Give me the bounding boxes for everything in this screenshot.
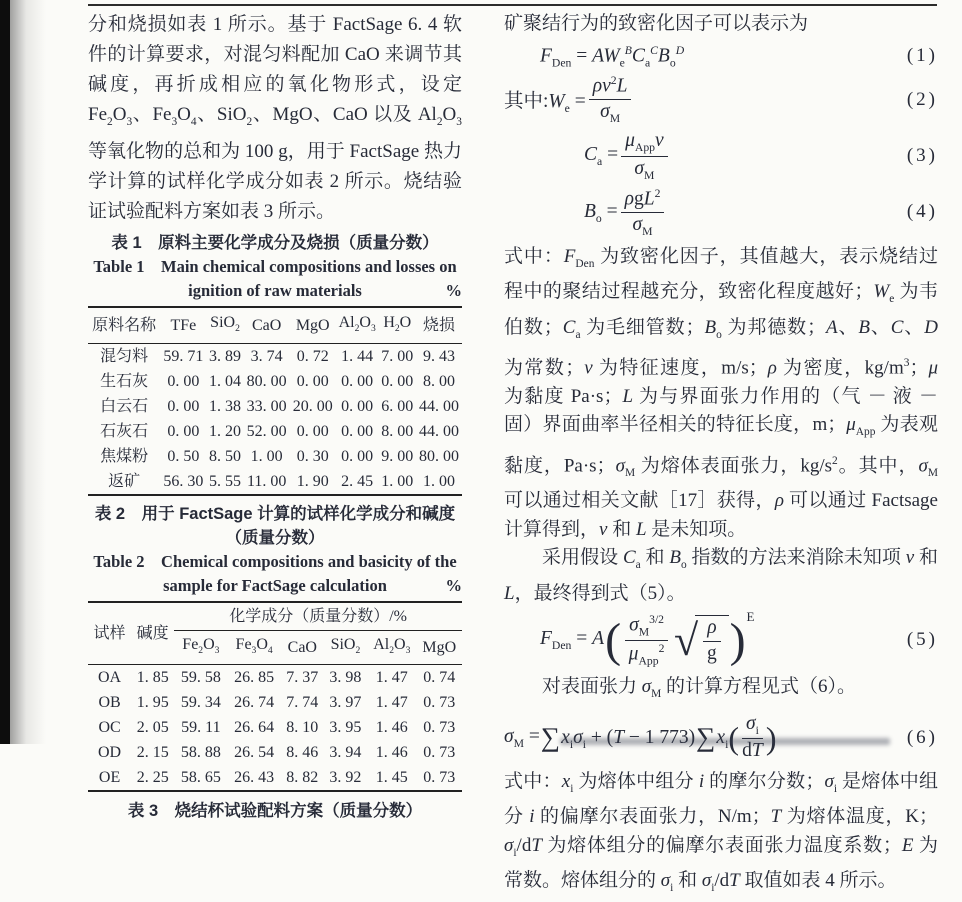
table-cell: MgO bbox=[290, 307, 336, 344]
equation-5 bbox=[504, 609, 938, 668]
table-cell: TFe bbox=[160, 307, 206, 344]
table-cell: 1. 46 bbox=[375, 719, 408, 737]
table-cell: 石灰石 bbox=[100, 422, 149, 440]
table-cell: 1. 00 bbox=[250, 447, 283, 465]
table-cell: 0. 73 bbox=[423, 744, 456, 762]
col-header-composition-group: 化学成分（质量分数）/% bbox=[174, 602, 462, 631]
table-cell: 0. 72 bbox=[296, 347, 329, 365]
table-cell: OB bbox=[98, 694, 121, 712]
exponent: E bbox=[746, 609, 755, 625]
table-cell: 2. 45 bbox=[341, 472, 374, 490]
table-cell: 9. 43 bbox=[422, 347, 455, 365]
table-cell: 0. 00 bbox=[341, 372, 374, 390]
table-row bbox=[88, 665, 462, 691]
table-cell: 8. 46 bbox=[286, 744, 319, 762]
table-cell: 2. 05 bbox=[136, 719, 169, 737]
table-cell: 44. 00 bbox=[418, 422, 459, 440]
table-cell: 0. 00 bbox=[341, 422, 374, 440]
table2-header-row bbox=[88, 602, 462, 631]
table-cell: 7. 74 bbox=[286, 694, 319, 712]
table-cell: MgO bbox=[417, 630, 462, 664]
table-cell: 3. 74 bbox=[250, 347, 283, 365]
square-root bbox=[674, 615, 729, 665]
table-cell: 59. 58 bbox=[180, 669, 221, 687]
table2-caption-en-line2 bbox=[88, 574, 462, 598]
table-cell: 20. 00 bbox=[292, 397, 333, 415]
table-cell: 9. 00 bbox=[381, 447, 414, 465]
col-header-sample: 试样 bbox=[88, 602, 131, 665]
table-cell: 3. 97 bbox=[329, 694, 362, 712]
fraction-numerator: $\sigma_M^{3/2}$ bbox=[625, 613, 668, 641]
table-cell: 0. 74 bbox=[423, 669, 456, 687]
table-cell: 0. 73 bbox=[423, 694, 456, 712]
equation-3 bbox=[504, 130, 938, 182]
table-cell: 生石灰 bbox=[100, 372, 149, 390]
table-cell: OC bbox=[98, 719, 121, 737]
table-cell: 1. 95 bbox=[136, 694, 169, 712]
table2-captions bbox=[88, 502, 462, 598]
fraction bbox=[621, 130, 668, 182]
equation-6-lhs: $\sigma_M$ = bbox=[504, 725, 540, 750]
table-cell: 1. 00 bbox=[422, 472, 455, 490]
table-cell: 3. 98 bbox=[329, 669, 362, 687]
equation-2-lhs: 其中$:W_e$ = bbox=[504, 90, 586, 115]
table-cell: 8. 00 bbox=[381, 422, 414, 440]
fraction bbox=[625, 613, 668, 668]
fraction bbox=[589, 74, 632, 125]
table-cell: 3. 94 bbox=[329, 744, 362, 762]
table-cell: 3. 89 bbox=[209, 347, 242, 365]
table-cell: 7. 00 bbox=[381, 347, 414, 365]
scan-edge-shadow bbox=[10, 0, 46, 744]
equation-1-body: $F_{Den} = AW_e^BC_a^CB_o^D$ bbox=[540, 43, 685, 69]
table1 bbox=[88, 306, 462, 496]
equation-3-lhs: $C_a$ = bbox=[584, 144, 619, 168]
table-cell: 0. 00 bbox=[296, 372, 329, 390]
paper-page bbox=[88, 10, 938, 902]
table-cell: 80. 00 bbox=[246, 372, 287, 390]
table2-caption-en-text: sample for FactSage calculation bbox=[163, 575, 387, 595]
close-paren: ) bbox=[765, 719, 777, 756]
table2-caption-zh-line2: （质量分数） bbox=[225, 528, 325, 547]
table-cell: 0. 00 bbox=[167, 397, 200, 415]
equation-1-number: (1) bbox=[906, 45, 938, 67]
table-cell: 1. 47 bbox=[375, 694, 408, 712]
equation-6-number: (6) bbox=[906, 726, 938, 748]
equation-2 bbox=[504, 74, 938, 125]
table-cell: 0. 00 bbox=[296, 422, 329, 440]
table-row bbox=[88, 469, 462, 495]
table-cell: 80. 00 bbox=[418, 447, 459, 465]
equation-6-middle: $\sum x_i\sigma_i + (T - 1$ $773)\sum x_i$ bbox=[540, 722, 729, 753]
table1-caption-en-line2 bbox=[88, 279, 462, 303]
table-cell: 0. 00 bbox=[341, 397, 374, 415]
table3-caption-zh: 表 3 烧结杯试验配料方案（质量分数） bbox=[127, 802, 423, 821]
fraction-denominator: $\sigma_M$ bbox=[600, 100, 621, 125]
table-cell: 26. 74 bbox=[234, 694, 275, 712]
fraction bbox=[621, 187, 665, 238]
table-row bbox=[88, 444, 462, 469]
table-cell: 8. 50 bbox=[209, 447, 242, 465]
table-cell: 原料名称 bbox=[88, 307, 160, 344]
method-paragraph: 采用假设 $C_a$ 和 $B_o$ 指数的方法来消除未知项 v 和 L，最终得到式（5）。 bbox=[504, 547, 938, 604]
table-cell: 0. 50 bbox=[167, 447, 200, 465]
equation-3-number: (3) bbox=[906, 145, 938, 166]
table-cell: 1. 04 bbox=[209, 372, 242, 390]
table-cell: 1. 90 bbox=[296, 472, 329, 490]
table-cell: 59. 11 bbox=[181, 719, 221, 737]
surface-tension-lead-line: 对表面张力 $\sigma_M$ 的计算方程见式（6）。 bbox=[542, 675, 857, 700]
table-cell: 33. 00 bbox=[246, 397, 287, 415]
table-cell: $H_2O$ bbox=[379, 307, 416, 344]
table-cell: 44. 00 bbox=[418, 397, 459, 415]
table-cell: 58. 88 bbox=[180, 744, 221, 762]
table-cell: OD bbox=[98, 744, 122, 762]
header-rule bbox=[88, 4, 937, 6]
table-cell: 烧损 bbox=[416, 307, 462, 344]
table-cell: $Fe_2O_3$ bbox=[174, 630, 227, 664]
symbol-explanation-paragraph-2: 式中：$x_i$ 为熔体中组分 i 的摩尔分数；$\sigma_i$ 是熔体中组分 i 的偏摩尔表面张力，N/m；T 为熔体温度，K；$\sigma_i/dT$ 为熔体组分的偏摩尔表面张力温度系数；E 为常数。熔体组分的 $\sigma_i$ 和 $\sigma_i/dT$ 取值如表 4 所示。 bbox=[504, 770, 938, 894]
table-cell: $Al_2O_3$ bbox=[336, 307, 379, 344]
table1-caption-en-line1: Table 1 Main chemical compositions and losses on bbox=[93, 256, 457, 276]
table-cell: 1. 46 bbox=[375, 744, 408, 762]
table-cell: $Al_2O_3$ bbox=[367, 630, 417, 664]
fraction-numerator: $\rho v^2L$ bbox=[589, 74, 632, 100]
table-cell: 0. 00 bbox=[381, 372, 414, 390]
table-cell: CaO bbox=[281, 630, 324, 664]
fraction-numerator: $\mu_{App}v$ bbox=[621, 130, 668, 156]
equation-5-number: (5) bbox=[906, 629, 938, 651]
table-row bbox=[88, 765, 462, 791]
fraction-numerator: ρgL$^2$ bbox=[621, 187, 665, 213]
table-cell: 59. 34 bbox=[180, 694, 221, 712]
equation-5-lhs: $F_{Den} = A$ bbox=[540, 628, 605, 653]
equation-1 bbox=[504, 44, 938, 69]
table-cell: 8. 10 bbox=[286, 719, 319, 737]
table-cell: 1. 47 bbox=[375, 669, 408, 687]
table-cell: OE bbox=[98, 769, 121, 787]
left-intro-paragraph: 分和烧损如表 1 所示。基于 FactSage 6. 4 软件的计算要求，对混匀料配加 CaO 来调节其碱度，再折成相应的氧化物形式，设定 $Fe_2O_3$、$Fe_3O_4$、SiO$_2$、MgO、CaO 以及 $Al_2O_3$ 等氧化物的总和为 100 g，用于 FactSage 热力学计算的试样化学成分如表 2 所示。烧结验证试验配料方案如表 3 所示。 bbox=[88, 14, 462, 222]
table-cell: CaO bbox=[244, 307, 290, 344]
table-cell: OA bbox=[98, 669, 122, 687]
table-cell: 58. 65 bbox=[180, 769, 221, 787]
table-cell: SiO$_2$ bbox=[324, 630, 367, 664]
fraction-numerator: $\sigma_i$ bbox=[742, 713, 763, 739]
equation-2-number: (2) bbox=[906, 88, 938, 110]
fraction-denominator: g bbox=[707, 642, 717, 664]
table-row bbox=[88, 343, 462, 369]
table-cell: $Fe_3O_4$ bbox=[228, 630, 281, 664]
table-cell: 26. 85 bbox=[234, 669, 275, 687]
table-cell: 焦煤粉 bbox=[100, 447, 149, 465]
open-paren: ( bbox=[605, 613, 622, 667]
table-cell: 2. 25 bbox=[136, 769, 169, 787]
table-cell: 1. 44 bbox=[341, 347, 374, 365]
table-cell: 1. 00 bbox=[381, 472, 414, 490]
table-cell: 6. 00 bbox=[381, 397, 414, 415]
table2-unit: % bbox=[445, 575, 462, 595]
table1-caption-en-text: ignition of raw materials bbox=[188, 280, 362, 300]
table-cell: 混匀料 bbox=[100, 347, 149, 365]
fraction-denominator: dT bbox=[742, 740, 763, 762]
close-paren: ) bbox=[729, 613, 746, 667]
right-intro-line: 矿聚结行为的致密化因子可以表示为 bbox=[504, 13, 809, 34]
table-cell: 0. 00 bbox=[341, 447, 374, 465]
table-cell: 7. 37 bbox=[286, 669, 319, 687]
table-cell: 白云石 bbox=[100, 397, 149, 415]
table-cell: 0. 73 bbox=[423, 769, 456, 787]
table-row bbox=[88, 690, 462, 715]
fraction-denominator: $\sigma_M$ bbox=[634, 157, 655, 182]
table-cell: 59. 71 bbox=[163, 347, 204, 365]
table-row bbox=[88, 715, 462, 740]
fraction-denominator: $\sigma_M$ bbox=[632, 213, 653, 238]
table-cell: SiO$_2$ bbox=[206, 307, 243, 344]
table-cell: 56. 30 bbox=[163, 472, 204, 490]
table-cell: 3. 92 bbox=[329, 769, 362, 787]
table-cell: 3. 95 bbox=[329, 719, 362, 737]
table-cell: 26. 64 bbox=[234, 719, 275, 737]
table-cell: 11. 00 bbox=[246, 472, 287, 490]
table-cell: 1. 85 bbox=[136, 669, 169, 687]
radical-sign: √ bbox=[674, 615, 699, 665]
open-paren: ( bbox=[728, 719, 739, 756]
table-cell: 1. 38 bbox=[209, 397, 242, 415]
equation-4-number: (4) bbox=[906, 201, 938, 223]
table1-unit: % bbox=[445, 280, 462, 300]
left-column bbox=[88, 10, 462, 902]
fraction-numerator: ρ bbox=[703, 617, 720, 641]
table-cell: 0. 73 bbox=[423, 719, 456, 737]
equation-4 bbox=[504, 187, 938, 238]
table-row bbox=[88, 394, 462, 419]
right-column bbox=[504, 10, 938, 902]
table-row bbox=[88, 369, 462, 394]
table2-caption-en-line1: Table 2 Chemical compositions and basicity of the bbox=[93, 551, 457, 571]
table-cell: 52. 00 bbox=[246, 422, 287, 440]
table-cell: 0. 00 bbox=[167, 372, 200, 390]
table-cell: 0. 30 bbox=[296, 447, 329, 465]
table1-header-row bbox=[88, 307, 462, 344]
table-cell: 26. 43 bbox=[234, 769, 275, 787]
table2-caption-zh-line1: 表 2 用于 FactSage 计算的试样化学成分和碱度 bbox=[94, 504, 456, 523]
col-header-basicity: 碱度 bbox=[131, 602, 174, 665]
table-cell: 8. 82 bbox=[286, 769, 319, 787]
table-row bbox=[88, 419, 462, 444]
equation-4-lhs: $B_o$ = bbox=[584, 200, 618, 225]
table2 bbox=[88, 601, 462, 792]
table-cell: 26. 54 bbox=[234, 744, 275, 762]
table-cell: 返矿 bbox=[108, 472, 141, 490]
table1-caption-zh: 表 1 原料主要化学成分及烧损（质量分数） bbox=[111, 233, 439, 252]
table-cell: 1. 20 bbox=[209, 422, 242, 440]
fraction-denominator: $\mu_{App}^2$ bbox=[628, 641, 665, 668]
table-cell: 0. 00 bbox=[167, 422, 200, 440]
table-cell: 2. 15 bbox=[136, 744, 169, 762]
table-cell: 1. 45 bbox=[375, 769, 408, 787]
table-cell: 8. 00 bbox=[422, 372, 455, 390]
fraction bbox=[703, 617, 720, 665]
table-cell: 5. 55 bbox=[209, 472, 242, 490]
scan-edge-black bbox=[0, 0, 10, 744]
symbol-explanation-paragraph-1: 式中：$F_{Den}$ 为致密化因子，其值越大，表示烧结过程中的聚结过程越充分，致密化程度越好；$W_e$ 为韦伯数；$C_a$ 为毛细管数；$B_o$ 为邦德数；A、B、C、D 为常数；v 为特征速度，m/s；ρ 为密度，$kg/m^3$；μ 为黏度 Pa·s；L 为与界面张力作用的（气 － 液 － 固）界面曲率半径相关的特征长度，m；$\mu_{App}$ 为表观黏度，Pa·s；$\sigma_M$ 为熔体表面张力，$kg/s^2$。其中，$\sigma_M$ 可以通过相关文献［17］获得，ρ 可以通过 Factsage 计算得到，v 和 L 是未知项。 bbox=[504, 246, 938, 540]
